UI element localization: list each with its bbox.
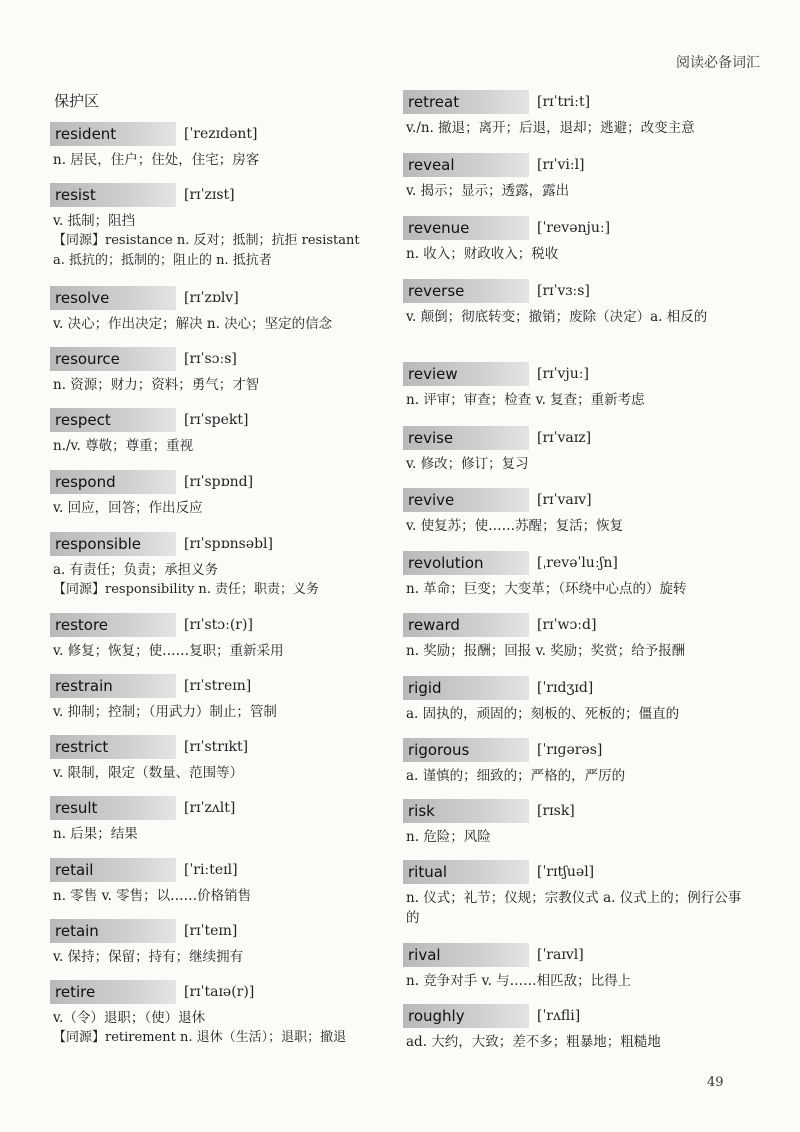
entry-head [50, 181, 370, 208]
headword: risk [403, 799, 529, 823]
vocab-entry [50, 611, 370, 661]
entry-head [403, 736, 743, 763]
entry-head [403, 151, 743, 178]
definition: n./v. 尊敬；尊重；重视 [53, 438, 194, 454]
phonetic: [ˈrɪdʒɪd] [537, 679, 594, 696]
phonetic: [rɪˈviːl] [537, 156, 585, 173]
entry-head [403, 486, 743, 513]
headword: respect [50, 408, 176, 432]
phonetic: [rɪˈvjuː] [537, 365, 589, 382]
section-label: 保护区 [54, 92, 100, 110]
phonetic: [rɪsk] [537, 802, 575, 819]
headword: retire [50, 980, 176, 1004]
phonetic: [rɪˈvɜːs] [537, 282, 590, 299]
phonetic: [rɪˈspɒnd] [184, 473, 254, 490]
definition: v. 抑制；控制；（用武力）制止；管制 [53, 704, 277, 720]
headword: retreat [403, 90, 529, 114]
entry-head [50, 120, 370, 147]
entry-head [403, 941, 743, 968]
entry-head [50, 406, 370, 433]
entry-head [50, 284, 370, 311]
definition: n. 革命；巨变；大变革；（环绕中心点的）旋转 [406, 581, 687, 597]
phonetic: [rɪˈsɔːs] [184, 350, 237, 367]
definition: n. 仪式；礼节；仪规；宗教仪式 a. 仪式上的；例行公事的 [406, 890, 742, 926]
entry-head [403, 424, 743, 451]
headword: resident [50, 122, 176, 146]
definition: n. 竞争对手 v. 与……相匹敌；比得上 [406, 973, 632, 989]
page-number: 49 [707, 1075, 724, 1090]
headword: restrict [50, 735, 176, 759]
headword: retail [50, 858, 176, 882]
entry-head [50, 530, 370, 557]
headword: rival [403, 943, 529, 967]
headword: resist [50, 183, 176, 207]
phonetic: [rɪˈvaɪz] [537, 429, 592, 446]
phonetic: [ˈrevənjuː] [537, 219, 611, 236]
definition: n. 收入；财政收入；税收 [406, 246, 559, 262]
headword: review [403, 362, 529, 386]
phonetic: [rɪˈstreɪn] [184, 677, 252, 694]
entry-head [403, 611, 743, 638]
headword: reward [403, 613, 529, 637]
vocab-entry [403, 88, 743, 138]
vocab-entry [403, 736, 743, 786]
entry-head [50, 856, 370, 883]
entry-head [403, 214, 743, 241]
phonetic: [rɪˈstɔː(r)] [184, 616, 253, 633]
phonetic: [rɪˈtriːt] [537, 93, 591, 110]
cognate-note: 【同源】responsibility n. 责任；职责；义务 [53, 582, 320, 597]
headword: restore [50, 613, 176, 637]
phonetic: [rɪˈzʌlt] [184, 799, 236, 816]
vocab-entry [50, 120, 370, 170]
entry-head [50, 978, 370, 1005]
entry-head [403, 674, 743, 701]
definition: v. 回应，回答；作出反应 [53, 500, 203, 516]
phonetic: [rɪˈspekt] [184, 411, 249, 428]
definition: v./n. 撤退；离开；后退，退却；逃避；改变主意 [406, 120, 695, 136]
phonetic: [rɪˈzɪst] [184, 186, 235, 203]
definition: n. 危险；风险 [406, 829, 491, 845]
entry-head [50, 611, 370, 638]
entry-head [50, 733, 370, 760]
entry-head [50, 468, 370, 495]
headword: ritual [403, 860, 529, 884]
vocab-entry [403, 611, 743, 661]
vocab-entry [50, 406, 370, 456]
headword: revenue [403, 216, 529, 240]
headword: result [50, 796, 176, 820]
definition: v. 限制，限定（数量、范围等） [53, 765, 244, 781]
phonetic: [rɪˈstrɪkt] [184, 738, 249, 755]
definition: v. 修改；修订；复习 [406, 456, 529, 472]
vocab-entry [403, 549, 743, 599]
definition: n. 零售 v. 零售；以……价格销售 [53, 888, 252, 904]
vocab-entry [403, 360, 743, 410]
headword: respond [50, 470, 176, 494]
phonetic: [ˌrevəˈluːʃn] [537, 554, 618, 571]
definition: a. 有责任；负责；承担义务 [53, 562, 219, 578]
headword: rigid [403, 676, 529, 700]
headword: rigorous [403, 738, 529, 762]
vocab-entry [403, 424, 743, 474]
vocab-entry [50, 284, 370, 334]
phonetic: [ˈrʌfli] [537, 1007, 581, 1024]
definition: a. 谨慎的；细致的；严格的，严厉的 [406, 768, 626, 784]
definition: v. 修复；恢复；使……复职；重新采用 [53, 643, 284, 659]
definition: v. 决心；作出决定；解决 n. 决心；坚定的信念 [53, 316, 333, 332]
headword: retain [50, 919, 176, 943]
headword: roughly [403, 1004, 529, 1028]
vocab-entry [50, 672, 370, 722]
entry-head [403, 797, 743, 824]
definition: v. 颠倒；彻底转变；撤销；废除（决定）a. 相反的 [406, 309, 708, 325]
headword: resource [50, 347, 176, 371]
phonetic: [ˈrɪɡərəs] [537, 741, 603, 758]
entry-head [403, 549, 743, 576]
vocab-entry [50, 917, 370, 967]
definition: v. 保持；保留；持有；继续拥有 [53, 949, 244, 965]
phonetic: [rɪˈwɔːd] [537, 616, 597, 633]
phonetic: [rɪˈtaɪə(r)] [184, 983, 255, 1000]
headword: revise [403, 426, 529, 450]
vocab-entry [403, 214, 743, 264]
entry-head [403, 858, 743, 885]
phonetic: [rɪˈzɒlv] [184, 289, 239, 306]
vocab-entry [403, 674, 743, 724]
phonetic: [rɪˈteɪn] [184, 922, 238, 939]
vocab-entry [50, 181, 370, 271]
vocab-entry [50, 530, 370, 600]
entry-head [50, 917, 370, 944]
headword: revive [403, 488, 529, 512]
entry-head [50, 794, 370, 821]
headword: reverse [403, 279, 529, 303]
vocab-entry [403, 797, 743, 847]
definition: v. 使复苏；使……苏醒；复活；恢复 [406, 518, 624, 534]
vocab-entry [403, 277, 743, 327]
definition: n. 居民，住户；住处，住宅；房客 [53, 152, 260, 168]
phonetic: [ˈraɪvl] [537, 946, 584, 963]
definition: v.（令）退职；（使）退休 [53, 1010, 206, 1026]
entry-head [403, 88, 743, 115]
vocab-entry [50, 345, 370, 395]
definition: n. 奖励；报酬；回报 v. 奖励；奖赏；给予报酬 [406, 643, 686, 659]
vocab-entry [50, 468, 370, 518]
vocab-entry [403, 1002, 743, 1052]
headword: resolve [50, 286, 176, 310]
phonetic: [ˈriːteɪl] [184, 861, 238, 878]
entry-head [50, 672, 370, 699]
vocab-entry [50, 794, 370, 844]
headword: responsible [50, 532, 176, 556]
definition: n. 评审；审查；检查 v. 复查；重新考虑 [406, 392, 645, 408]
headword: reveal [403, 153, 529, 177]
phonetic: [ˈrezɪdənt] [184, 125, 258, 142]
headword: restrain [50, 674, 176, 698]
vocab-entry [403, 486, 743, 536]
phonetic: [rɪˈvaɪv] [537, 491, 592, 508]
definition: n. 后果；结果 [53, 826, 138, 842]
vocab-entry [50, 978, 370, 1048]
vocab-entry [403, 151, 743, 201]
phonetic: [rɪˈspɒnsəbl] [184, 535, 273, 552]
entry-head [403, 277, 743, 304]
cognate-note: 【同源】retirement n. 退休（生活）；退职；撤退 [53, 1030, 347, 1045]
vocab-entry [403, 858, 743, 928]
entry-head [50, 345, 370, 372]
running-header: 阅读必备词汇 [676, 55, 760, 71]
entry-head [403, 1002, 743, 1029]
entry-head [403, 360, 743, 387]
vocab-entry [403, 941, 743, 991]
definition: ad. 大约，大致；差不多；粗暴地；粗糙地 [406, 1034, 661, 1050]
definition: v. 抵制；阻挡 [53, 213, 136, 229]
vocab-entry [50, 856, 370, 906]
definition: n. 资源；财力；资料；勇气；才智 [53, 377, 260, 393]
definition: v. 揭示；显示；透露，露出 [406, 183, 570, 199]
phonetic: [ˈrɪtʃuəl] [537, 863, 595, 880]
headword: revolution [403, 551, 529, 575]
cognate-note: 【同源】resistance n. 反对；抵制；抗拒 resistant a. 抵抗的；抵制的；阻止的 n. 抵抗者 [53, 233, 360, 268]
vocab-entry [50, 733, 370, 783]
definition: a. 固执的，顽固的；刻板的、死板的；僵直的 [406, 706, 680, 722]
